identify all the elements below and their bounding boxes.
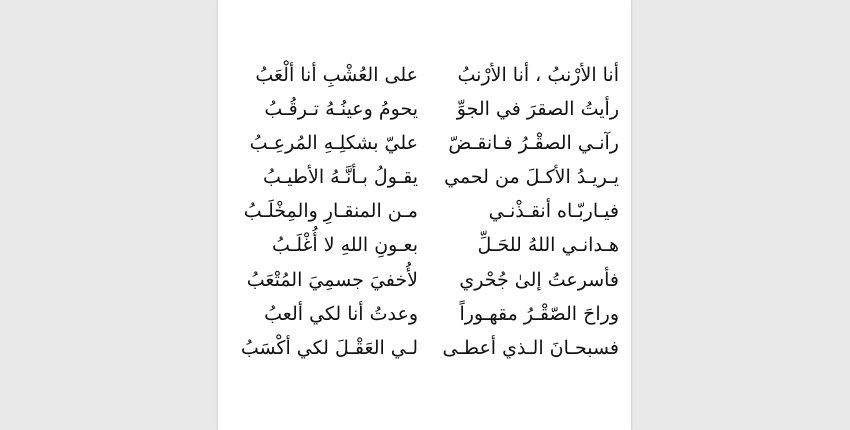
verse-second-hemistich: يحومُ وعينُـهُ تـرقُـبُ [264, 98, 418, 121]
verse-first-hemistich: أنا الأرْنبُ ، أنا الأرْنبُ [457, 64, 619, 86]
verse-second-hemistich: على العُشْبِ أنا ألْعَبُ [255, 64, 418, 86]
verse-first-hemistich: رأيتُ الصقرَ في الجوِّ [456, 98, 619, 121]
poem-verse [218, 297, 631, 331]
poem-verse [218, 160, 631, 194]
verse-second-hemistich: عليّ بشكلِـهِ المُرعِـبُ [249, 132, 418, 155]
poem-verse [218, 263, 631, 297]
verse-first-hemistich: هـدانـي اللهُ للحَـلِّ [477, 234, 619, 257]
poem-verse [218, 331, 631, 365]
document-page [218, 0, 631, 430]
poem-verse [218, 228, 631, 262]
poem-verse [218, 126, 631, 160]
verse-first-hemistich: وراحَ الصّقْـرُ مقهـوراً [459, 302, 619, 325]
verse-second-hemistich: لأُخفيَ جسمِيَ المُتْعَبُ [246, 268, 418, 291]
verse-first-hemistich: فأسرعتُ إلىٰ جُحْري [459, 268, 619, 291]
verse-second-hemistich: بعـونِ اللهِ لا أُغْلَـبُ [271, 234, 418, 257]
verse-first-hemistich: فسبحـانَ الـذي أعطـى [442, 336, 619, 359]
verse-second-hemistich: لـي العَقْـلَ لكي أكْسَبُ [240, 336, 418, 359]
verse-first-hemistich: يـريـدُ الأكـلَ من لحمي [444, 166, 619, 189]
verse-first-hemistich: رآنـي الصقْـرُ فـانقـضّ [448, 132, 619, 155]
poem-verse [218, 194, 631, 228]
verse-second-hemistich: وعدتُ أنا لكي ألعبُ [264, 302, 418, 325]
verse-second-hemistich: مـن المنقـارِ والمِخْلَـبُ [243, 200, 418, 223]
poem [218, 58, 631, 365]
poem-verse [218, 58, 631, 92]
verse-first-hemistich: فيـاربّـاه أنقـذْنـي [488, 200, 619, 223]
poem-verse [218, 92, 631, 126]
verse-second-hemistich: يقـولُ بـأنَّـهُ الأطيـبُ [262, 166, 418, 189]
